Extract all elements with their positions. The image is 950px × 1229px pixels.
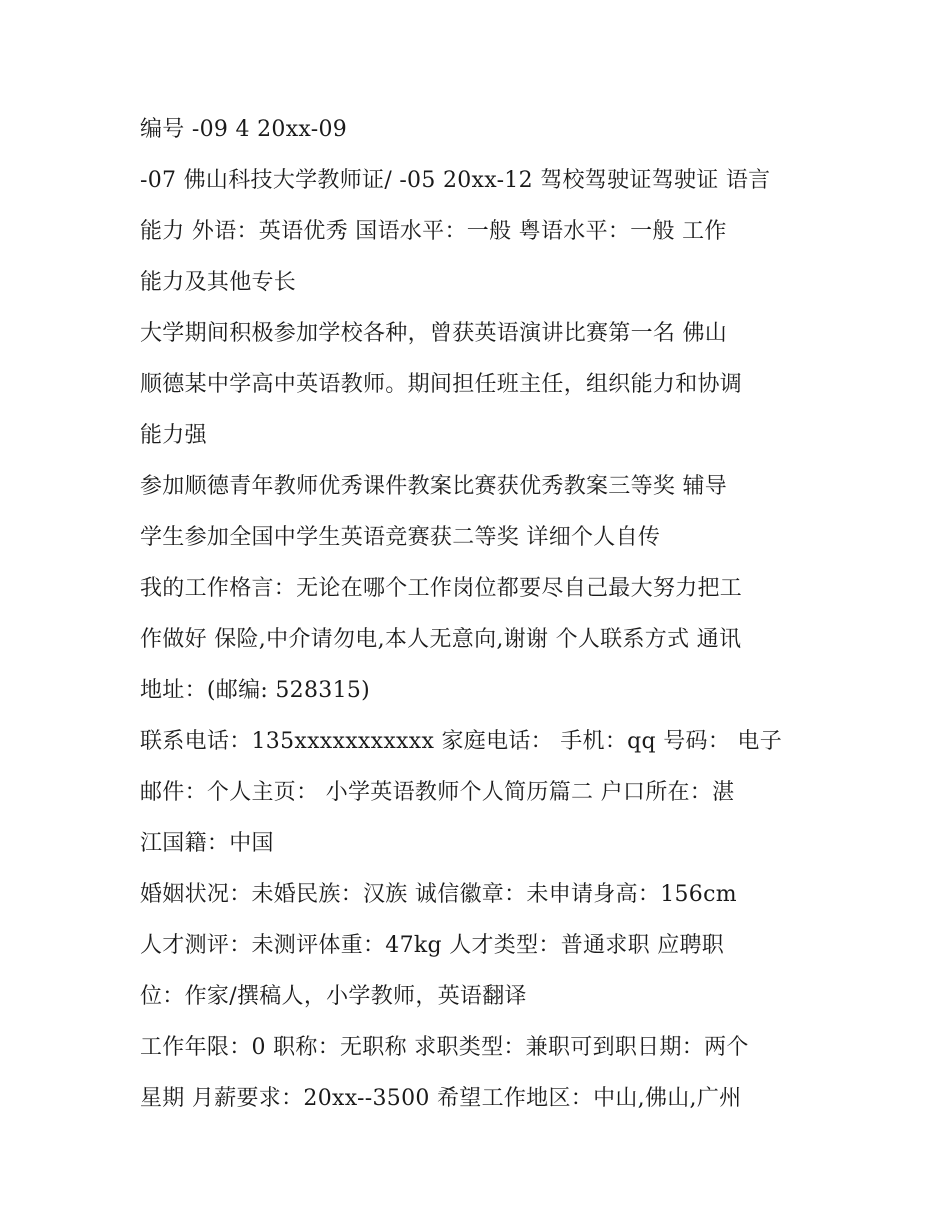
document-body (140, 104, 830, 1124)
text-line: 江国籍：中国 (140, 831, 274, 856)
text-line: 工作年限：0 职称：无职称 求职类型：兼职可到职日期：两个 (140, 1035, 749, 1060)
text-line: 顺德某中学高中英语教师。期间担任班主任，组织能力和协调 (140, 372, 743, 397)
text-line: 大学期间积极参加学校各种，曾获英语演讲比赛第一名 佛山 (140, 321, 728, 346)
text-line: 作做好 保险,中介请勿电,本人无意向,谢谢 个人联系方式 通讯 (140, 627, 742, 652)
text-line: 能力强 (140, 423, 207, 448)
text-line: 联系电话：135xxxxxxxxxxx 家庭电话： 手机：qq 号码： 电子 (140, 729, 783, 754)
text-line: 人才测评：未测评体重：47kg 人才类型：普通求职 应聘职 (140, 933, 725, 958)
text-line: 星期 月薪要求：20xx--3500 希望工作地区：中山,佛山,广州 (140, 1086, 742, 1111)
text-line: 能力及其他专长 (140, 270, 297, 295)
text-line: 地址：(邮编: 528315) (140, 678, 371, 703)
text-line: 我的工作格言：无论在哪个工作岗位都要尽自己最大努力把工 (140, 576, 743, 601)
text-line: 能力 外语：英语优秀 国语水平：一般 粤语水平：一般 工作 (140, 219, 727, 244)
text-line: 学生参加全国中学生英语竞赛获二等奖 详细个人自传 (140, 525, 661, 550)
text-line: 参加顺德青年教师优秀课件教案比赛获优秀教案三等奖 辅导 (140, 474, 728, 499)
text-line: -07 佛山科技大学教师证/ -05 20xx-12 驾校驾驶证驾驶证 语言 (140, 168, 771, 193)
text-line: 婚姻状况：未婚民族：汉族 诚信徽章：未申请身高：156cm (140, 882, 737, 907)
text-line: 位：作家/撰稿人，小学教师，英语翻译 (140, 984, 527, 1009)
text-line: 邮件：个人主页： 小学英语教师个人简历篇二 户口所在：湛 (140, 780, 735, 805)
text-line: 编号 -09 4 20xx-09 (140, 117, 348, 142)
